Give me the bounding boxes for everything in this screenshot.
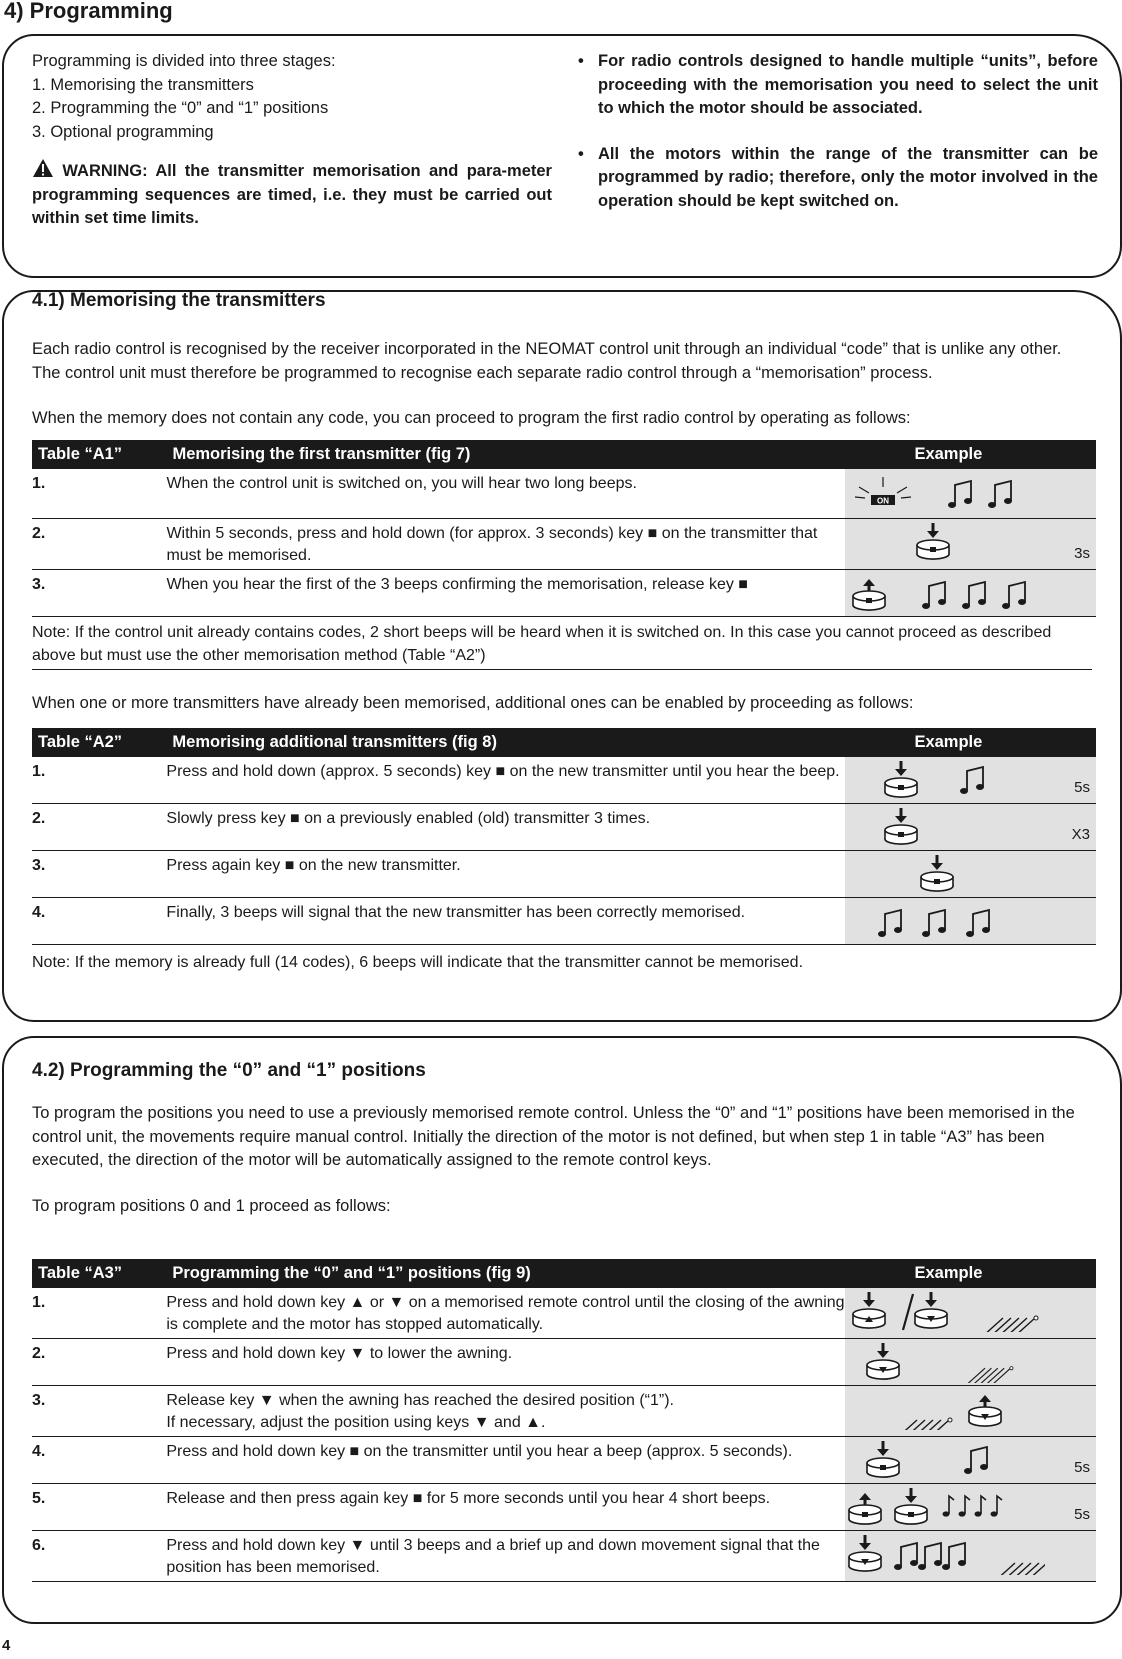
example-header: Example (845, 1259, 1096, 1288)
bullet-item: • For radio controls designed to handle multiple “units”, before proceeding with the memorisation you need to select the unit to which the motor should be associated. (578, 50, 1098, 121)
table-row (32, 1437, 1096, 1484)
table-row (32, 1288, 1096, 1339)
example-illustration (845, 1288, 1096, 1339)
step-number: 3. (32, 850, 166, 897)
step-text: Press and hold down key ▼ to lower the awning. (166, 1339, 845, 1386)
beep-icon (894, 1543, 918, 1570)
table-row (32, 1531, 1096, 1582)
beep-icon (960, 767, 984, 794)
beep-icon (878, 910, 902, 937)
beep-icon (1002, 582, 1026, 609)
press-arrow-icon (877, 1343, 889, 1358)
table-row (32, 897, 1096, 944)
press-arrow-icon (927, 523, 939, 538)
beep-icon (966, 910, 990, 937)
step-number: 5. (32, 1484, 166, 1531)
step-number: 4. (32, 1437, 166, 1484)
example-illustration (845, 850, 1096, 897)
intro-right-column (578, 50, 1098, 235)
press-arrow-icon (905, 1488, 917, 1503)
step-number: 4. (32, 897, 166, 944)
awning-lowering-icon (953, 1367, 1013, 1383)
example-illustration (845, 469, 1096, 519)
duration-label: 5s (1074, 778, 1090, 796)
table-header-row (32, 1259, 1096, 1288)
example-illustration (845, 803, 1096, 850)
table-id: Table “A1” (32, 440, 166, 469)
example-illustration (845, 1531, 1096, 1582)
example-header: Example (845, 440, 1096, 469)
awning-movement-icon (975, 1561, 1045, 1575)
intro-lead: Programming is divided into three stages: (32, 52, 336, 70)
table-row (32, 1386, 1096, 1437)
step-text: Release and then press again key ■ for 5 more seconds until you hear 4 short beeps. (166, 1484, 845, 1531)
section-title: 4) Programming (4, 0, 173, 23)
step-number: 6. (32, 1531, 166, 1582)
table-header-row (32, 728, 1096, 757)
control-unit-on-icon (855, 477, 911, 506)
stage-item: 1. Memorising the transmitters (32, 75, 254, 94)
duration-label: 3s (1074, 545, 1090, 562)
step-text: Finally, 3 beeps will signal that the new transmitter has been correctly memorised. (166, 897, 844, 944)
on-label: ON (876, 496, 889, 505)
beep-icon (962, 582, 986, 609)
step-text: Press and hold down key ▲ or ▼ on a memorised remote control until the closing of the awning is complete and the motor has stopped automatically. (166, 1288, 845, 1339)
table-row (32, 570, 1096, 617)
beep-icon (942, 1543, 966, 1570)
bullet-text: All the motors within the range of the transmitter can be programmed by radio; therefore, only the motor involved in the operation should be kept switched on. (598, 144, 1098, 210)
example-illustration (845, 757, 1096, 804)
short-beep-icon (942, 1496, 954, 1517)
step-number: 1. (32, 1288, 166, 1339)
beep-icon (988, 481, 1012, 508)
awning-closed-icon (963, 1316, 1038, 1332)
step-text: Release key ▼ when the awning has reached the desired position (“1”). If necessary, adjust the position using keys ▼ and ▲. (166, 1386, 845, 1437)
beep-icon (922, 582, 946, 609)
table-row (32, 850, 1096, 897)
table-row (32, 469, 1096, 519)
press-arrow-icon (877, 1441, 889, 1456)
table-note: Note: If the control unit already contains codes, 2 short beeps will be heard when it is switched on. In this case you cannot proceed as described above but must use the other memorisation method (Table “A2”) (32, 617, 1092, 670)
intro-left-column (32, 50, 552, 231)
press-arrow-icon (931, 855, 943, 870)
subsection-title: 4.1) Memorising the transmitters (32, 290, 326, 311)
table-id: Table “A3” (32, 1259, 166, 1288)
table-title: Memorising the first transmitter (fig 7) (166, 440, 844, 469)
press-arrow-icon (925, 1292, 937, 1307)
example-illustration (845, 1484, 1096, 1531)
paragraph: Each radio control is recognised by the receiver incorporated in the NEOMAT control unit through an individual “code” that is unlike any other. The control unit must therefore be programmed to recognise each separate radio control through a “memorisation” process. (32, 340, 1062, 382)
bullet-text: For radio controls designed to handle multiple “units”, before proceeding with the memorisation you need to select the unit to which the motor should be associated. (598, 52, 1098, 117)
step-text: Press and hold down key ■ on the transmitter until you hear a beep (approx. 5 seconds). (166, 1437, 845, 1484)
intro-box (2, 34, 1122, 278)
example-illustration (845, 897, 1096, 944)
press-arrow-icon (895, 808, 907, 823)
step-number: 2. (32, 803, 166, 850)
step-number: 1. (32, 469, 166, 519)
example-illustration (845, 1386, 1096, 1437)
table-row (32, 519, 1096, 570)
step-text: When you hear the first of the 3 beeps confirming the memorisation, release key ■ (166, 570, 844, 617)
paragraph: To program the positions you need to use a previously memorised remote control. Unless the “0” and “1” positions have been memorised in the control unit, the movements require manual control. Initially the direction of the motor is not defined, but when step 1 in table “A3” has been executed, the direction of the motor will be automatically assigned to the remote control keys. (32, 1104, 1075, 1169)
step-text: Press and hold down key ▼ until 3 beeps and a brief up and down movement signal that the position has been memorised. (166, 1531, 845, 1582)
table-title: Memorising additional transmitters (fig 8) (166, 728, 844, 757)
step-number: 3. (32, 1386, 166, 1437)
short-beep-icon (990, 1496, 1002, 1517)
table-note: Note: If the memory is already full (14 codes), 6 beeps will indicate that the transmitter cannot be memorised. (32, 953, 804, 971)
press-arrow-icon (863, 1292, 875, 1307)
example-illustration (845, 1339, 1096, 1386)
step-text: Within 5 seconds, press and hold down (for approx. 3 seconds) key ■ on the transmitter that must be memorised. (166, 519, 844, 570)
table-row (32, 1339, 1096, 1386)
section-4-2-box (2, 1036, 1122, 1624)
beep-icon (948, 481, 972, 508)
paragraph: When the memory does not contain any code, you can proceed to program the first radio control by operating as follows: (32, 409, 911, 427)
repeat-label: X3 (1071, 825, 1090, 843)
table-row (32, 1484, 1096, 1531)
step-text: Press and hold down (approx. 5 seconds) key ■ on the new transmitter until you hear the beep. (166, 757, 844, 804)
awning-position-icon (877, 1418, 952, 1430)
table-header-row (32, 440, 1096, 469)
table-id: Table “A2” (32, 728, 166, 757)
table-a1 (32, 440, 1096, 618)
warning-icon (32, 158, 54, 178)
step-number: 2. (32, 1339, 166, 1386)
step-number: 2. (32, 519, 166, 570)
table-title: Programming the “0” and “1” positions (fig 9) (166, 1259, 845, 1288)
step-number: 1. (32, 757, 166, 804)
table-a2 (32, 728, 1096, 945)
subsection-title: 4.2) Programming the “0” and “1” positions (32, 1060, 426, 1081)
warning-text: WARNING: All the transmitter memorisation and para-meter programming sequences are timed, i.e. they must be carried out within set time limits. (32, 162, 552, 227)
beep-icon (922, 910, 946, 937)
step-number: 3. (32, 570, 166, 617)
step-text: Press again key ■ on the new transmitter. (166, 850, 844, 897)
short-beep-icon (958, 1496, 970, 1517)
duration-label: 5s (1074, 1506, 1090, 1523)
paragraph: To program positions 0 and 1 proceed as follows: (32, 1196, 391, 1215)
example-illustration (845, 1437, 1096, 1484)
step-text: Slowly press key ■ on a previously enabled (old) transmitter 3 times. (166, 803, 844, 850)
table-row (32, 803, 1096, 850)
stage-item: 2. Programming the “0” and “1” positions (32, 99, 329, 117)
beep-icon (918, 1543, 942, 1570)
paragraph: When one or more transmitters have already been memorised, additional ones can be enabled by proceeding as follows: (32, 694, 914, 712)
beep-icon (964, 1447, 988, 1474)
bullet-item: • All the motors within the range of the transmitter can be programmed by radio; therefore, only the motor involved in the operation should be kept switched on. (578, 143, 1098, 214)
press-arrow-icon (859, 1535, 871, 1550)
duration-label: 5s (1074, 1459, 1090, 1476)
example-illustration (845, 519, 1096, 570)
step-text: When the control unit is switched on, you will hear two long beeps. (166, 469, 844, 519)
press-arrow-icon (895, 761, 907, 776)
section-4-1-box (2, 290, 1122, 1022)
warning-paragraph (32, 158, 552, 231)
example-header: Example (845, 728, 1096, 757)
page-number: 4 (2, 1637, 11, 1654)
short-beep-icon (974, 1496, 986, 1517)
table-row (32, 757, 1096, 804)
stage-item: 3. Optional programming (32, 122, 214, 141)
example-illustration (845, 570, 1096, 617)
table-a3 (32, 1259, 1096, 1582)
